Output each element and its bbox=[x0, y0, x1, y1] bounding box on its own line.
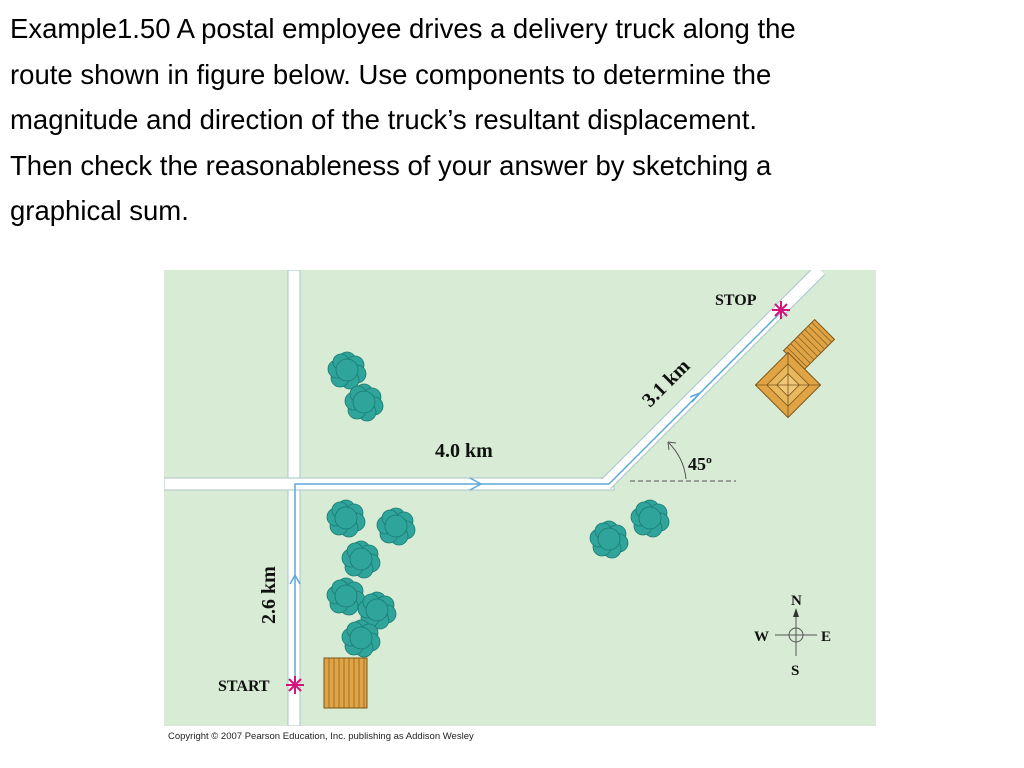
problem-line: route shown in figure below. Use components to determine the bbox=[10, 58, 772, 90]
angle-label: 45º bbox=[688, 454, 712, 474]
building-start bbox=[324, 658, 367, 708]
route-map bbox=[164, 270, 876, 726]
problem-line: graphical sum. bbox=[10, 195, 189, 226]
problem-line: Example1.50 A postal employee drives a delivery truck along the bbox=[10, 13, 796, 44]
road-north-south bbox=[288, 270, 300, 726]
compass-east: E bbox=[821, 629, 832, 645]
start-label: START bbox=[218, 678, 270, 695]
problem-statement bbox=[10, 6, 1015, 234]
problem-line: magnitude and direction of the truck’s resultant displacement. bbox=[10, 104, 757, 135]
leg-diagonal-label: 3.1 km bbox=[637, 355, 695, 412]
stop-label: STOP bbox=[715, 292, 757, 309]
leg-east-label: 4.0 km bbox=[435, 440, 493, 462]
problem-line: Then check the reasonableness of your answer by sketching a bbox=[10, 149, 772, 181]
compass-south: S bbox=[791, 663, 800, 679]
ground bbox=[164, 270, 876, 726]
compass-west: W bbox=[754, 629, 769, 645]
compass-north: N bbox=[791, 593, 802, 609]
copyright-notice: Copyright © 2007 Pearson Education, Inc. publishing as Addison Wesley bbox=[168, 731, 474, 742]
leg-north-label: 2.6 km bbox=[258, 566, 280, 624]
